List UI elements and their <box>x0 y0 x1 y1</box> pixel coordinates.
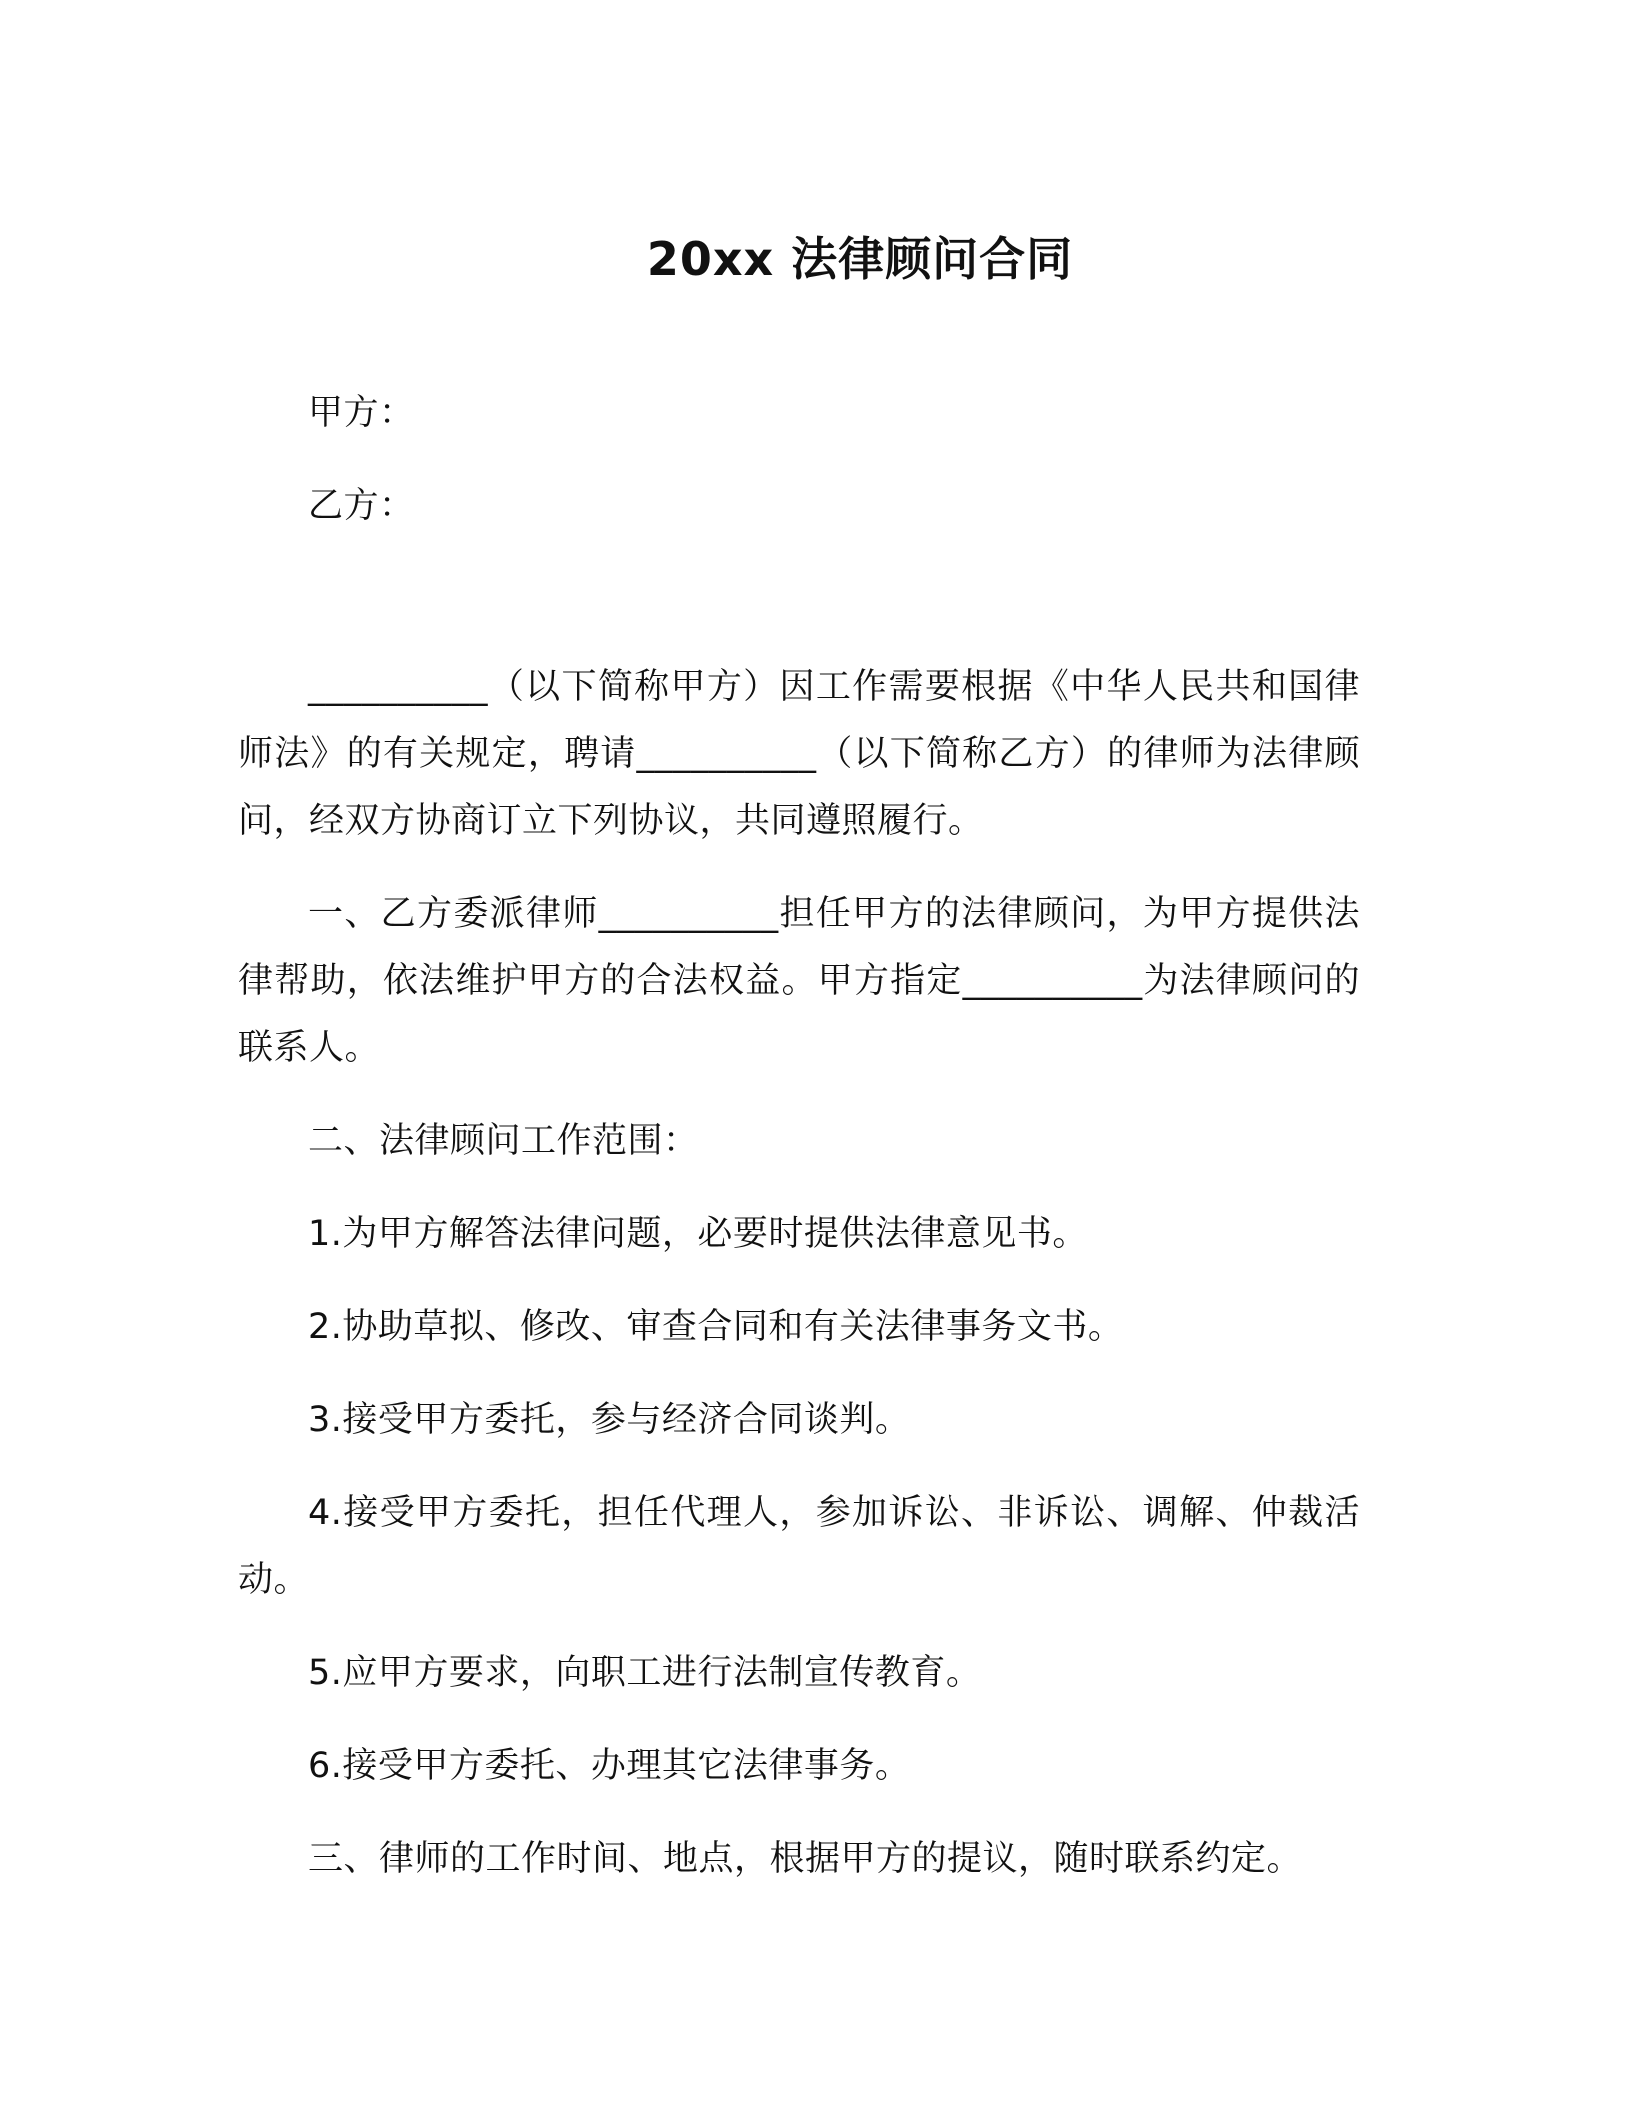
scope-item-2: 2.协助草拟、修改、审查合同和有关法律事务文书。 <box>308 1307 1124 1347</box>
document-title: 20xx 法律顾问合同 <box>646 232 1074 286</box>
preamble-paragraph: __________（以下简称甲方）因工作需要根据《中华人民共和国律师法》的有关规定，聘请__________（以下简称乙方）的律师为法律顾问，经双方协商订立下列协议，共同遵照履行。 <box>238 667 1360 841</box>
clause-2-heading: 二、法律顾问工作范围： <box>308 1121 699 1161</box>
clause-1-paragraph: 一、乙方委派律师__________担任甲方的法律顾问，为甲方提供法律帮助，依法维护甲方的合法权益。甲方指定__________为法律顾问的联系人。 <box>238 894 1360 1068</box>
scope-item-5: 5.应甲方要求，向职工进行法制宣传教育。 <box>308 1653 982 1693</box>
clause-3-paragraph: 三、律师的工作时间、地点，根据甲方的提议，随时联系约定。 <box>308 1839 1303 1879</box>
scope-item-6: 6.接受甲方委托、办理其它法律事务。 <box>308 1746 911 1786</box>
document-body <box>238 380 1360 1919</box>
scope-item-4: 4.接受甲方委托，担任代理人，参加诉讼、非诉讼、调解、仲裁活动。 <box>238 1493 1360 1600</box>
party-b-line: 乙方： <box>308 486 415 526</box>
scope-item-1: 1.为甲方解答法律问题，必要时提供法律意见书。 <box>308 1214 1088 1254</box>
section-spacer <box>238 566 1360 654</box>
scope-item-3: 3.接受甲方委托，参与经济合同谈判。 <box>308 1400 911 1440</box>
party-a-line: 甲方： <box>308 393 415 433</box>
